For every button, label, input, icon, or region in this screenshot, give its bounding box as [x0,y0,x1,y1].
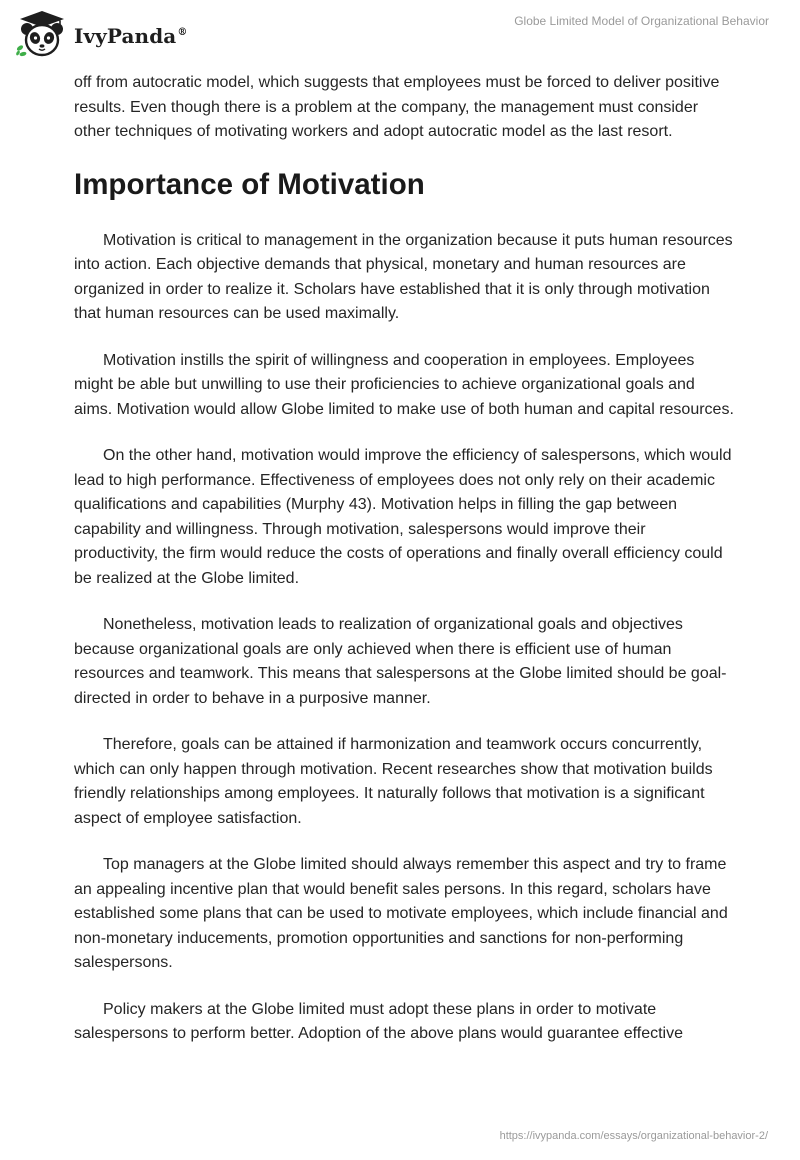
essay-body [74,71,734,1069]
section-heading: Importance of Motivation [74,167,425,201]
source-url-link[interactable]: https://ivypanda.com/essays/organizational-behavior-2/ [499,1130,768,1142]
body-paragraph: Motivation instills the spirit of willingness and cooperation in employees. Employees might be able but unwilling to use their proficiencies to achieve organizational goals and aims. Motivation would allow Globe limited to make use of both human and capital resources. [74,351,734,418]
body-paragraph: Motivation is critical to management in the organization because it puts human resources into action. Each objective demands that physical, monetary and human resources are organized in order to realize it. Scholars have established that it is only through motivation that human resources can be used maximally. [74,231,733,322]
registered-mark: ® [177,27,188,39]
body-paragraph: Top managers at the Globe limited should always remember this aspect and try to frame an appealing incentive plan that would benefit sales persons. In this regard, scholars have established some plans that can be used to motivate employees, which include financial and non-monetary inducements, promotion opportunities and sanctions for non-performing salespersons. [74,856,728,971]
brand-name-text: IvyPanda [74,24,177,48]
panda-graduate-icon [14,8,70,60]
brand-name [74,24,187,48]
page-header [0,0,800,70]
body-paragraph: Therefore, goals can be attained if harmonization and teamwork occurs concurrently, which can only happen through motivation. Recent researches show that motivation builds friendly relationships among employees. It naturally follows that motivation is a significant aspect of employee satisfaction. [74,736,713,827]
ivypanda-logo[interactable] [14,8,187,60]
intro-paragraph: off from autocratic model, which suggests that employees must be forced to deliver positive results. Even though there is a problem at the company, the management must consider other techniques of motivating workers and adopt autocratic model as the last resort. [74,74,720,140]
document-title: Globe Limited Model of Organizational Behavior [514,14,769,28]
body-paragraph: On the other hand, motivation would improve the efficiency of salespersons, which would lead to high performance. Effectiveness of employees does not only rely on their academic qualifications and capabilities (Murphy 43). Motivation helps in filling the gap between capability and willingness. Through motivation, salespersons would improve their productivity, the firm would reduce the costs of operations and finally overall efficiency could be realized at the Globe limited. [74,447,732,587]
body-paragraph: Nonetheless, motivation leads to realization of organizational goals and objectives because organizational goals are only achieved when there is efficient use of human resources and teamwork. This means that salespersons at the Globe limited should be goal-directed in order to behave in a purposive manner. [74,616,727,707]
body-paragraph: Policy makers at the Globe limited must adopt these plans in order to motivate salespersons to perform better. Adoption of the above plans would guarantee effective [74,1000,683,1042]
